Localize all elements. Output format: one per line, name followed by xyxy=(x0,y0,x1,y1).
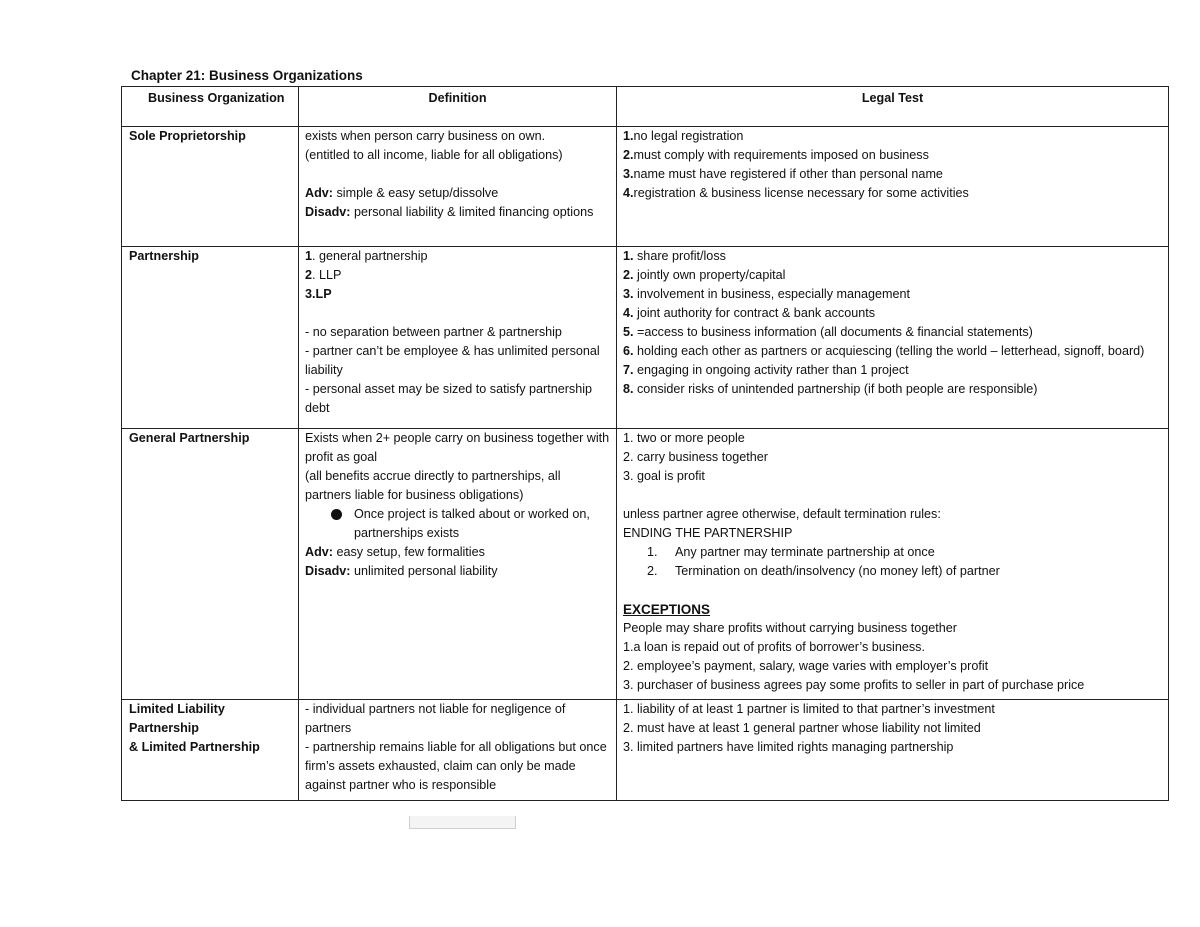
adv-text: simple & easy setup/dissolve xyxy=(333,186,499,200)
rule-number: 2. xyxy=(647,564,658,578)
adv-label: Adv: xyxy=(305,545,333,559)
definition-line: (all benefits accrue directly to partnerships, all partners liable for business obligations) xyxy=(305,469,561,502)
legal-test-item xyxy=(623,247,1162,266)
partnership-type xyxy=(305,266,610,285)
type-number: 2 xyxy=(305,268,313,282)
test-number: 2. xyxy=(623,148,634,162)
test-number: 3. xyxy=(623,287,634,301)
test-number: 4. xyxy=(623,306,634,320)
overflow-tab-fragment xyxy=(409,816,516,829)
header-business-organization: Business Organization xyxy=(122,87,299,127)
bullet-text: Once project is talked about or worked on, partnerships exists xyxy=(354,507,590,540)
org-name-general-partnership: General Partnership xyxy=(122,429,299,700)
exceptions-intro: People may share profits without carrying business together xyxy=(623,621,957,635)
advantage-line xyxy=(305,543,610,562)
org-name-line: Limited Liability xyxy=(129,702,225,716)
legal-test-item: 2. must have at least 1 general partner whose liability not limited xyxy=(623,721,981,735)
legal-test-item: 3. limited partners have limited rights managing partnership xyxy=(623,740,954,754)
legal-test-item xyxy=(623,165,1162,184)
disadvantage-line xyxy=(305,203,610,222)
legal-test-cell-llp xyxy=(617,700,1169,801)
rule-text: Any partner may terminate partnership at once xyxy=(675,545,935,559)
test-number: 7. xyxy=(623,363,634,377)
definition-cell-llp xyxy=(299,700,617,801)
page-title: Chapter 21: Business Organizations xyxy=(131,68,363,83)
legal-test-cell-partnership xyxy=(617,247,1169,429)
test-text: jointly own property/capital xyxy=(633,268,786,282)
disadv-label: Disadv: xyxy=(305,205,351,219)
partnership-type xyxy=(305,247,610,266)
definition-cell-sole xyxy=(299,127,617,247)
legal-test-item: 1. two or more people xyxy=(623,431,745,445)
test-number: 1. xyxy=(623,129,634,143)
termination-rule xyxy=(623,562,1162,581)
org-name-line: & Limited Partnership xyxy=(129,740,260,754)
termination-rule xyxy=(623,543,1162,562)
legal-test-item xyxy=(623,342,1162,361)
disadvantage-line xyxy=(305,562,610,581)
test-number: 3. xyxy=(623,167,634,181)
legal-test-item: 2. carry business together xyxy=(623,450,768,464)
type-text: . general partnership xyxy=(312,249,428,263)
legal-test-cell-general xyxy=(617,429,1169,700)
definition-cell-partnership xyxy=(299,247,617,429)
legal-test-item xyxy=(623,146,1162,165)
test-text: name must have registered if other than personal name xyxy=(633,167,943,181)
test-text: registration & business license necessary for some activities xyxy=(633,186,969,200)
org-name-sole-proprietorship: Sole Proprietorship xyxy=(122,127,299,247)
adv-label: Adv: xyxy=(305,186,333,200)
disadv-text: unlimited personal liability xyxy=(350,564,498,578)
type-text: . LLP xyxy=(312,268,342,282)
test-number: 5. xyxy=(623,325,634,339)
partnership-note: - partner can’t be employee & has unlimited personal liability xyxy=(305,344,600,377)
bullet-item xyxy=(305,505,610,543)
test-text: no legal registration xyxy=(633,129,744,143)
org-name-line: Partnership xyxy=(129,721,199,735)
type-number: 1 xyxy=(305,249,313,263)
test-number: 8. xyxy=(623,382,634,396)
termination-intro: unless partner agree otherwise, default termination rules: ENDING THE PARTNERSHIP xyxy=(623,507,941,540)
table-row-sole-proprietorship xyxy=(122,127,1169,247)
table-row-partnership xyxy=(122,247,1169,429)
exceptions-heading: EXCEPTIONS xyxy=(623,602,711,617)
org-name-partnership: Partnership xyxy=(122,247,299,429)
header-legal-test: Legal Test xyxy=(617,87,1169,127)
legal-test-cell-sole xyxy=(617,127,1169,247)
adv-text: easy setup, few formalities xyxy=(333,545,485,559)
legal-test-item xyxy=(623,323,1162,342)
legal-test-item xyxy=(623,380,1162,399)
test-text: joint authority for contract & bank accounts xyxy=(633,306,876,320)
header-definition: Definition xyxy=(299,87,617,127)
legal-test-item xyxy=(623,266,1162,285)
type-number: 3.LP xyxy=(305,287,332,301)
partnership-note: - no separation between partner & partnership xyxy=(305,325,562,339)
table-header-row xyxy=(122,87,1169,127)
test-text: must comply with requirements imposed on business xyxy=(633,148,929,162)
test-number: 6. xyxy=(623,344,634,358)
rule-number: 1. xyxy=(647,545,658,559)
table-row-limited-partnership xyxy=(122,700,1169,801)
test-text: consider risks of unintended partnership (if both people are responsible) xyxy=(633,382,1038,396)
table-row-general-partnership xyxy=(122,429,1169,700)
legal-test-item xyxy=(623,184,1162,203)
exception-item: 3. purchaser of business agrees pay some profits to seller in part of purchase price xyxy=(623,678,1085,692)
exception-item: 1.a loan is repaid out of profits of borrower’s business. xyxy=(623,640,925,654)
business-organizations-table xyxy=(121,86,1169,801)
definition-line: Exists when 2+ people carry on business together with profit as goal xyxy=(305,431,610,464)
org-name-llp-lp xyxy=(122,700,299,801)
legal-test-item xyxy=(623,285,1162,304)
test-text: =access to business information (all documents & financial statements) xyxy=(633,325,1033,339)
definition-line: (entitled to all income, liable for all obligations) xyxy=(305,148,563,162)
test-text: involvement in business, especially management xyxy=(633,287,911,301)
legal-test-item: 1. liability of at least 1 partner is limited to that partner’s investment xyxy=(623,702,995,716)
legal-test-item xyxy=(623,127,1162,146)
rule-text: Termination on death/insolvency (no money left) of partner xyxy=(675,564,1000,578)
test-number: 2. xyxy=(623,268,634,282)
disadv-label: Disadv: xyxy=(305,564,351,578)
legal-test-item xyxy=(623,304,1162,323)
definition-cell-general xyxy=(299,429,617,700)
legal-test-item xyxy=(623,361,1162,380)
test-text: share profit/loss xyxy=(633,249,726,263)
partnership-note: - personal asset may be sized to satisfy partnership debt xyxy=(305,382,592,415)
partnership-type xyxy=(305,285,610,304)
bullet-dot-icon xyxy=(331,509,342,520)
disadv-text: personal liability & limited financing options xyxy=(350,205,594,219)
legal-test-item: 3. goal is profit xyxy=(623,469,705,483)
advantage-line xyxy=(305,184,610,203)
test-number: 1. xyxy=(623,249,634,263)
definition-line: - partnership remains liable for all obligations but once firm’s assets exhausted, claim can only be made against partner who is responsible xyxy=(305,740,607,792)
definition-line: - individual partners not liable for negligence of partners xyxy=(305,702,566,735)
definition-line: exists when person carry business on own. xyxy=(305,129,546,143)
exception-item: 2. employee’s payment, salary, wage varies with employer’s profit xyxy=(623,659,989,673)
test-number: 4. xyxy=(623,186,634,200)
test-text: engaging in ongoing activity rather than 1 project xyxy=(633,363,909,377)
test-text: holding each other as partners or acquiescing (telling the world – letterhead, signoff, board) xyxy=(633,344,1145,358)
